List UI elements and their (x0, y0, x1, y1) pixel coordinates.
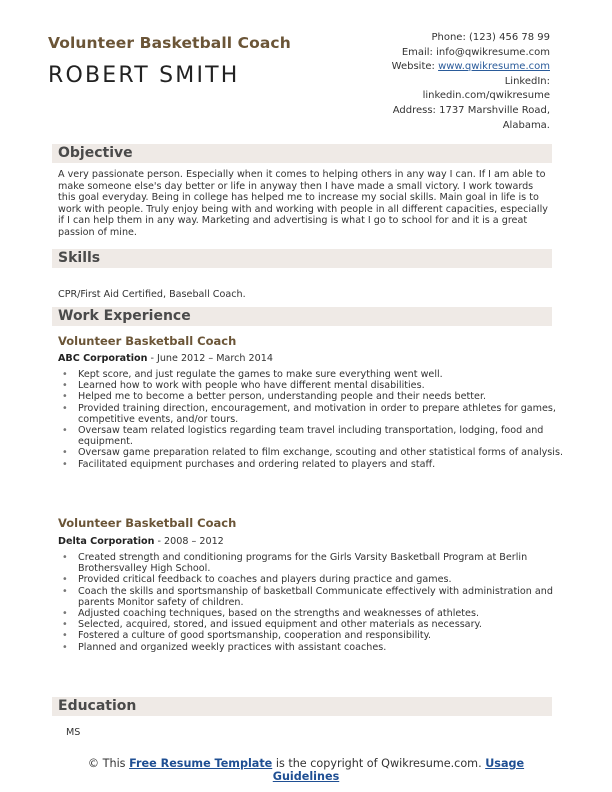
list-item: • Kept score, and just regulate the games to make sure everything went well. (78, 369, 568, 380)
footer (0, 757, 612, 783)
list-item: • Selected, acquired, stored, and issued equipment and other materials as necessary. (78, 619, 568, 630)
linkedin-label: LinkedIn: (504, 75, 550, 87)
job-2-role: Volunteer Basketball Coach (58, 516, 237, 530)
linkedin-value: linkedin.com/qwikresume (422, 90, 550, 102)
usage-guidelines-link-part2[interactable]: Guidelines (272, 770, 340, 783)
list-item: • Learned how to work with people who have different mental disabilities. (78, 380, 568, 391)
section-title-experience: Work Experience (58, 308, 191, 324)
list-item: • Provided critical feedback to coaches and players during practice and games. (78, 574, 568, 585)
job-1-dates: - June 2012 – March 2014 (147, 353, 273, 364)
contact-block (320, 31, 550, 133)
candidate-name: ROBERT SMITH (48, 63, 240, 88)
skills-text: CPR/First Aid Certified, Baseball Coach. (58, 289, 246, 300)
website-label: Website: (391, 61, 435, 73)
contact-phone (320, 31, 550, 46)
email-label: Email: (401, 46, 433, 58)
list-item: • Provided training direction, encouragement, and motivation in order to prepare athletes for games, competitive events, and/or tours. (78, 403, 568, 425)
phone-label: Phone: (431, 32, 466, 43)
contact-address (320, 104, 550, 119)
contact-website (320, 60, 550, 75)
free-resume-template-link[interactable]: Free Resume Template (129, 757, 273, 770)
section-header-experience (52, 307, 552, 326)
contact-email (320, 46, 550, 61)
job-1-bullets (58, 369, 568, 470)
list-item: • Coach the skills and sportsmanship of basketball Communicate effectively with administration and parents Monitor safety of children. (78, 586, 568, 608)
job-2-company: Delta Corporation (58, 536, 155, 547)
objective-text: A very passionate person. Especially when it comes to helping others in any way I can. If I am able to make someone else's day better or life in anyway then I have made a small victory. I work towards this goal everyday. Being in college has helped me to increase my social skills. Main goal in life is to work with people. Truly enjoy being with and working with people in all different capacities, especially if I can help them in any way. Marketing and advertising is what I go to school for and it is a great passion of mine. (58, 169, 548, 238)
footer-middle: is the copyright of Qwikresume.com. (272, 757, 486, 770)
section-header-skills (52, 249, 552, 268)
job-title: Volunteer Basketball Coach (48, 34, 291, 52)
usage-guidelines-link-part1[interactable]: Usage (485, 757, 525, 770)
list-item: • Planned and organized weekly practices with assistant coaches. (78, 642, 568, 653)
job-2-dates: - 2008 – 2012 (154, 536, 224, 547)
list-item: • Fostered a culture of good sportsmanship, cooperation and responsibility. (78, 630, 568, 641)
job-2-company-line (58, 536, 224, 547)
education-text: MS (66, 727, 81, 738)
job-1-company: ABC Corporation (58, 353, 148, 364)
job-2-bullets (58, 552, 568, 653)
list-item: • Oversaw game preparation related to film exchange, scouting and other statistical forms of analysis. (78, 447, 568, 458)
list-item: • Helped me to become a better person, understanding people and their needs better. (78, 391, 568, 402)
address-line-1: 1737 Marshville Road, (439, 104, 550, 116)
list-item: • Facilitated equipment purchases and ordering related to players and staff. (78, 459, 568, 470)
section-title-objective: Objective (58, 145, 133, 161)
section-title-education: Education (58, 698, 137, 714)
email-value: info@qwikresume.com (436, 46, 550, 58)
list-item: • Adjusted coaching techniques, based on the strengths and weaknesses of athletes. (78, 608, 568, 619)
phone-value: (123) 456 78 99 (469, 32, 550, 43)
job-1-role: Volunteer Basketball Coach (58, 334, 237, 348)
footer-prefix: © This (87, 757, 130, 770)
list-item: • Oversaw team related logistics regarding team travel including transportation, lodging, food and equipment. (78, 425, 568, 447)
section-header-education (52, 697, 552, 716)
job-1-company-line (58, 353, 273, 364)
address-line-2: Alabama. (502, 119, 550, 131)
section-header-objective (52, 144, 552, 163)
address-label: Address: (392, 104, 436, 116)
website-link[interactable]: www.qwikresume.com (438, 61, 550, 73)
section-title-skills: Skills (58, 250, 101, 266)
list-item: • Created strength and conditioning programs for the Girls Varsity Basketball Program at Berlin Brothersvalley High School. (78, 552, 568, 574)
